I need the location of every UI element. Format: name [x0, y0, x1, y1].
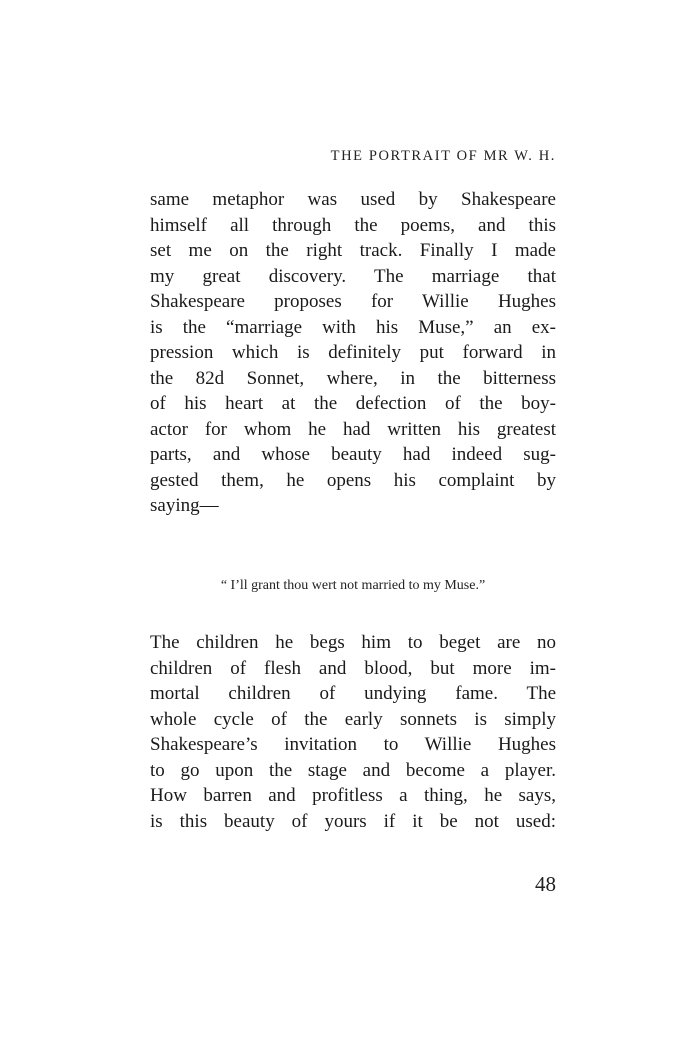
- text-line: The children he begs him to beget are no: [150, 632, 556, 653]
- text-line: actor for whom he had written his greatest: [150, 418, 556, 440]
- text-line: is this beauty of yours if it be not used:: [150, 810, 556, 832]
- text-line: of his heart at the defection of the boy-: [150, 393, 556, 414]
- text-line: same metaphor was used by Shakespeare: [150, 189, 556, 210]
- text-line: parts, and whose beauty had indeed sug-: [150, 444, 556, 465]
- text-line: pression which is definitely put forward in: [150, 342, 556, 363]
- text-line: to go upon the stage and become a player.: [150, 759, 556, 781]
- text-line: How barren and profitless a thing, he says,: [150, 785, 556, 806]
- page-number: 48: [535, 872, 556, 896]
- text-line: Shakespeare proposes for Willie Hughes: [150, 291, 556, 312]
- text-line: children of flesh and blood, but more im-: [150, 657, 556, 679]
- paragraph-2: [150, 630, 556, 834]
- sonnet-quotation: “ I’ll grant thou wert not married to my Muse.”: [220, 578, 486, 593]
- text-line: is the “marriage with his Muse,” an ex-: [150, 316, 556, 338]
- text-line: whole cycle of the early sonnets is simply: [150, 708, 556, 730]
- text-line: Shakespeare’s invitation to Willie Hughes: [150, 734, 556, 755]
- text-line: my great discovery. The marriage that: [150, 265, 556, 287]
- text-line: set me on the right track. Finally I made: [150, 240, 556, 261]
- text-line: himself all through the poems, and this: [150, 214, 556, 236]
- running-head: THE PORTRAIT OF MR W. H.: [330, 148, 556, 164]
- text-line: gested them, he opens his complaint by: [150, 469, 556, 491]
- text-line: the 82d Sonnet, where, in the bitterness: [150, 367, 556, 389]
- text-line: mortal children of undying fame. The: [150, 683, 556, 704]
- paragraph-1: [150, 187, 556, 519]
- text-line: saying—: [150, 495, 219, 516]
